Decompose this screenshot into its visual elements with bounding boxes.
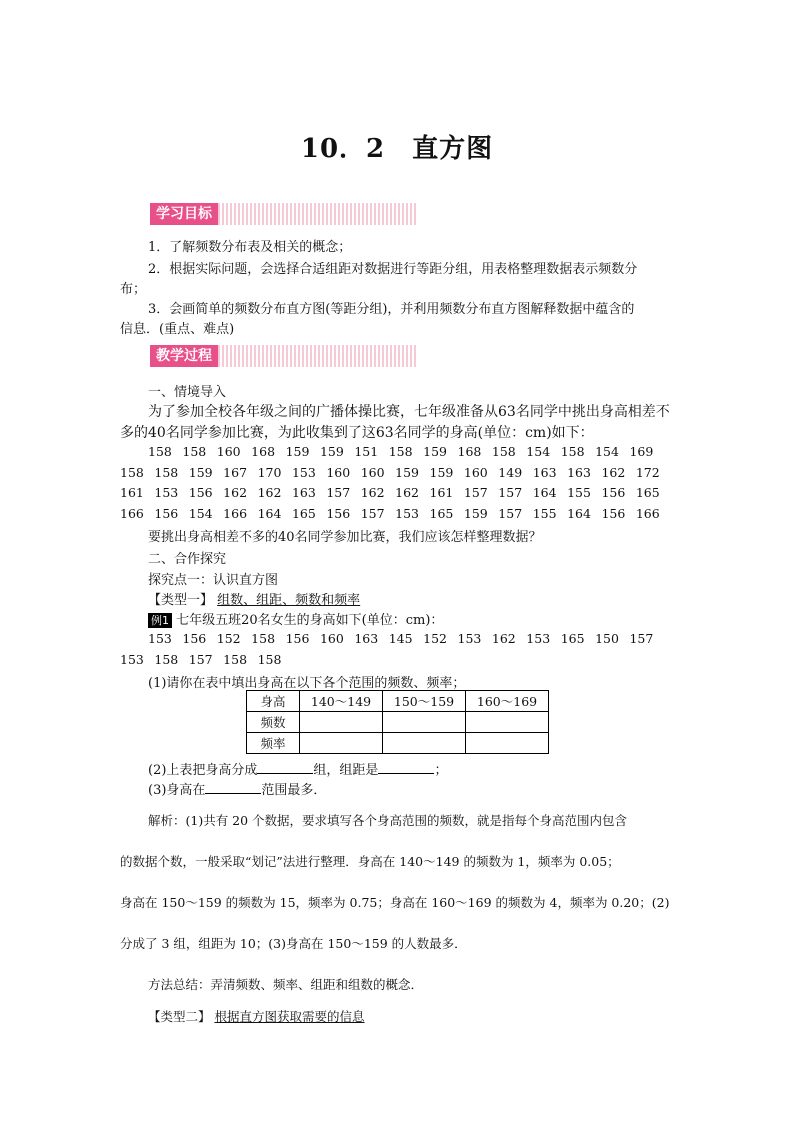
example-text: 七年级五班20名女生的身高如下(单位：cm)： bbox=[176, 613, 444, 628]
question-1: (1)请你在表中填出身高在以下各个范围的频数、频率； bbox=[148, 676, 466, 691]
analysis-line-4: 分成了 3 组，组距为 10；(3)身高在 150～159 的人数最多． bbox=[120, 936, 467, 951]
frequency-table bbox=[246, 690, 549, 754]
table-cell bbox=[383, 733, 466, 754]
intro-paragraph-1: 为了参加全校各年级之间的广播体操比赛，七年级准备从63名同学中挑出身高相差不 bbox=[148, 404, 670, 420]
table-row bbox=[247, 712, 549, 733]
analysis-line-2: 的数据个数，一般采取“划记”法进行整理．身高在 140～149 的频数为 1，频率为 0.05； bbox=[120, 854, 620, 869]
analysis-line-3: 身高在 150～159 的频数为 15，频率为 0.75；身高在 160～169 的频数为 4，频率为 0.20；(2) bbox=[120, 895, 670, 910]
heights-row-3: 161 153 156 162 162 163 157 162 162 161 157 157 164 155 156 165 bbox=[120, 485, 660, 500]
table-header-cell: 140～149 bbox=[300, 691, 383, 712]
example-data-row-1: 153 156 152 158 156 160 163 145 152 153 162 153 165 150 157 bbox=[148, 631, 654, 646]
section-label: 学习目标 bbox=[150, 203, 218, 225]
table-header-cell: 身高 bbox=[247, 691, 300, 712]
example-data-row-2: 153 158 157 158 158 bbox=[120, 652, 282, 667]
table-header-cell: 150～159 bbox=[383, 691, 466, 712]
intro-question: 要挑出身高相差不多的40名同学参加比赛，我们应该怎样整理数据？ bbox=[148, 530, 542, 545]
table-cell bbox=[300, 712, 383, 733]
type-2-title: 根据直方图获取需要的信息 bbox=[214, 1009, 365, 1024]
objective-3: 3．会画简单的频数分布直方图(等距分组)，并利用频数分布直方图解释数据中蕴含的 bbox=[148, 302, 635, 317]
objective-2: 2．根据实际问题，会选择合适组距对数据进行等距分组，用表格整理数据表示频数分 bbox=[148, 262, 638, 277]
type-2-prefix: 【类型二】 bbox=[148, 1009, 211, 1024]
example-badge: 例1 bbox=[148, 613, 172, 628]
table-row-label: 频数 bbox=[247, 712, 300, 733]
section-label: 教学过程 bbox=[150, 345, 218, 367]
table-cell bbox=[466, 733, 549, 754]
answer-blank bbox=[205, 782, 261, 794]
intro-heading: 一、情境导入 bbox=[148, 385, 227, 400]
question-3: (3)身高在 范围最多． bbox=[148, 783, 327, 798]
type-1-prefix: 【类型一】 bbox=[148, 593, 214, 608]
explore-point-1: 探究点一：认识直方图 bbox=[148, 573, 279, 588]
explore-heading: 二、合作探究 bbox=[148, 552, 227, 567]
answer-blank bbox=[378, 762, 434, 774]
table-row bbox=[247, 691, 549, 712]
table-row-label: 频率 bbox=[247, 733, 300, 754]
page-title: 10．2 直方图 bbox=[300, 134, 494, 164]
section-header-objectives bbox=[150, 203, 418, 225]
question-2: (2)上表把身高分成 组，组距是 ； bbox=[148, 763, 448, 778]
analysis-line-1: 解析：(1)共有 20 个数据，要求填写各个身高范围的频数，就是指每个身高范围内包含 bbox=[148, 813, 628, 828]
intro-paragraph-2: 多的40名同学参加比赛，为此收集到了这63名同学的身高(单位：cm)如下： bbox=[120, 425, 594, 441]
type-1-title: 组数、组距、频数和频率 bbox=[217, 593, 361, 608]
type-1-heading bbox=[148, 589, 360, 608]
example-1 bbox=[148, 609, 443, 628]
objective-1: 1．了解频数分布表及相关的概念； bbox=[148, 240, 352, 255]
heights-row-1: 158 158 160 168 159 159 151 158 159 168 158 154 158 154 169 bbox=[148, 444, 654, 459]
heights-row-4: 166 156 154 166 164 165 156 157 153 165 159 157 155 164 156 166 bbox=[120, 506, 660, 521]
table-cell bbox=[300, 733, 383, 754]
method-summary: 方法总结：弄清频数、频率、组距和组数的概念． bbox=[148, 977, 424, 992]
table-cell bbox=[466, 712, 549, 733]
objective-3-cont: 信息．(重点、难点) bbox=[120, 322, 235, 337]
objective-2-cont: 布； bbox=[120, 282, 147, 297]
table-header-cell: 160～169 bbox=[466, 691, 549, 712]
table-cell bbox=[383, 712, 466, 733]
answer-blank bbox=[257, 762, 313, 774]
heights-row-2: 158 158 159 167 170 153 160 160 159 159 160 149 163 163 162 172 bbox=[120, 465, 660, 480]
type-2-heading bbox=[148, 1007, 365, 1025]
table-row bbox=[247, 733, 549, 754]
section-header-process bbox=[150, 345, 418, 367]
